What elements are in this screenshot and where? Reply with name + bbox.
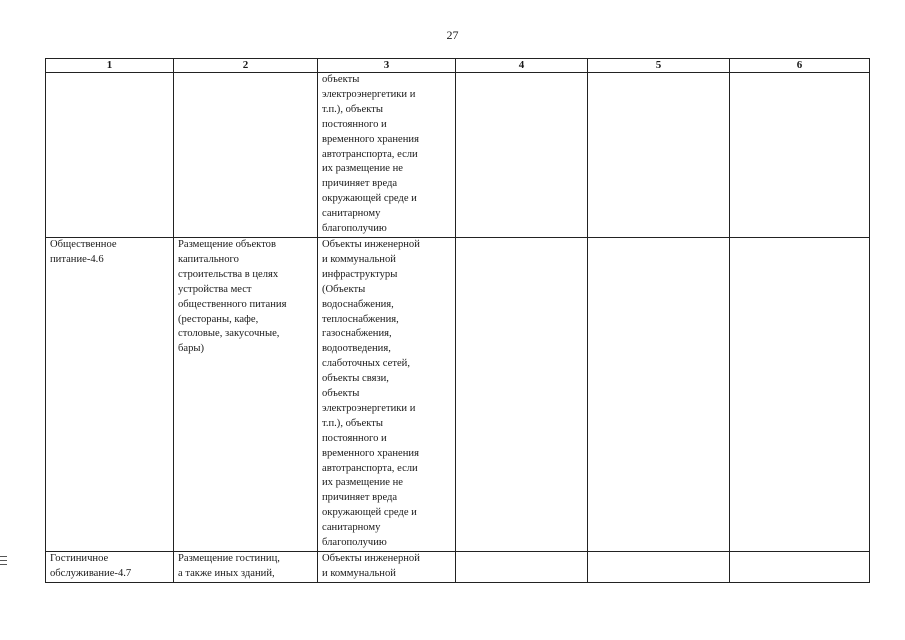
cell-col5 <box>588 552 730 583</box>
cell-use-type <box>46 73 174 238</box>
margin-mark <box>0 564 7 565</box>
cell-text: объекты электроэнергетики и т.п.), объекты постоянного и временного хранения автотранспорта, если их размещение не причиняет вреда окружающей среде и санитарному благополучию <box>322 74 419 235</box>
cell-col4 <box>456 237 588 551</box>
column-header-3: 3 <box>318 59 456 73</box>
cell-text: Общественное питание-4.6 <box>50 238 117 265</box>
cell-description <box>174 552 318 583</box>
column-header-4: 4 <box>456 59 588 73</box>
cell-text: Размещение гостиниц, а также иных зданий, <box>178 553 280 579</box>
margin-mark <box>0 560 7 561</box>
cell-use-type <box>46 237 174 551</box>
table-row <box>46 73 870 238</box>
column-header-2: 2 <box>174 59 318 73</box>
cell-auxiliary-uses <box>318 552 456 583</box>
column-header-1: 1 <box>46 59 174 73</box>
page-number: 27 <box>446 28 459 42</box>
cell-text: Размещение объектов капитального строительства в целях устройства мест общественного питания (рестораны, кафе, столовые, закусочные, бары) <box>178 238 287 355</box>
cell-auxiliary-uses <box>318 237 456 551</box>
cell-text: Гостиничное обслуживание-4.7 <box>50 553 132 579</box>
cell-text: Объекты инженерной и коммунальной <box>322 553 420 579</box>
cell-auxiliary-uses <box>318 73 456 238</box>
cell-col4 <box>456 552 588 583</box>
scan-margin-marks <box>0 556 8 568</box>
cell-description <box>174 237 318 551</box>
table-row <box>46 237 870 551</box>
table-header-row <box>46 59 870 73</box>
cell-col4 <box>456 73 588 238</box>
cell-text: Объекты инженерной и коммунальной инфраструктуры (Объекты водоснабжения, теплоснабжения, газоснабжения, водоотведения, слаботочных сетей, объекты связи, объекты электроэнергетики и т.п.), объекты постоянного и временного хранения автотранспорта, если их размещение не причиняет вреда окружающей среде и санитарному благополучию <box>322 238 420 549</box>
margin-mark <box>0 556 7 557</box>
regulation-table <box>45 58 870 583</box>
cell-col6 <box>730 552 870 583</box>
column-header-6: 6 <box>730 59 870 73</box>
cell-col5 <box>588 73 730 238</box>
table-row <box>46 552 870 583</box>
column-header-5: 5 <box>588 59 730 73</box>
cell-use-type <box>46 552 174 583</box>
cell-description <box>174 73 318 238</box>
cell-col6 <box>730 237 870 551</box>
cell-col5 <box>588 237 730 551</box>
cell-col6 <box>730 73 870 238</box>
